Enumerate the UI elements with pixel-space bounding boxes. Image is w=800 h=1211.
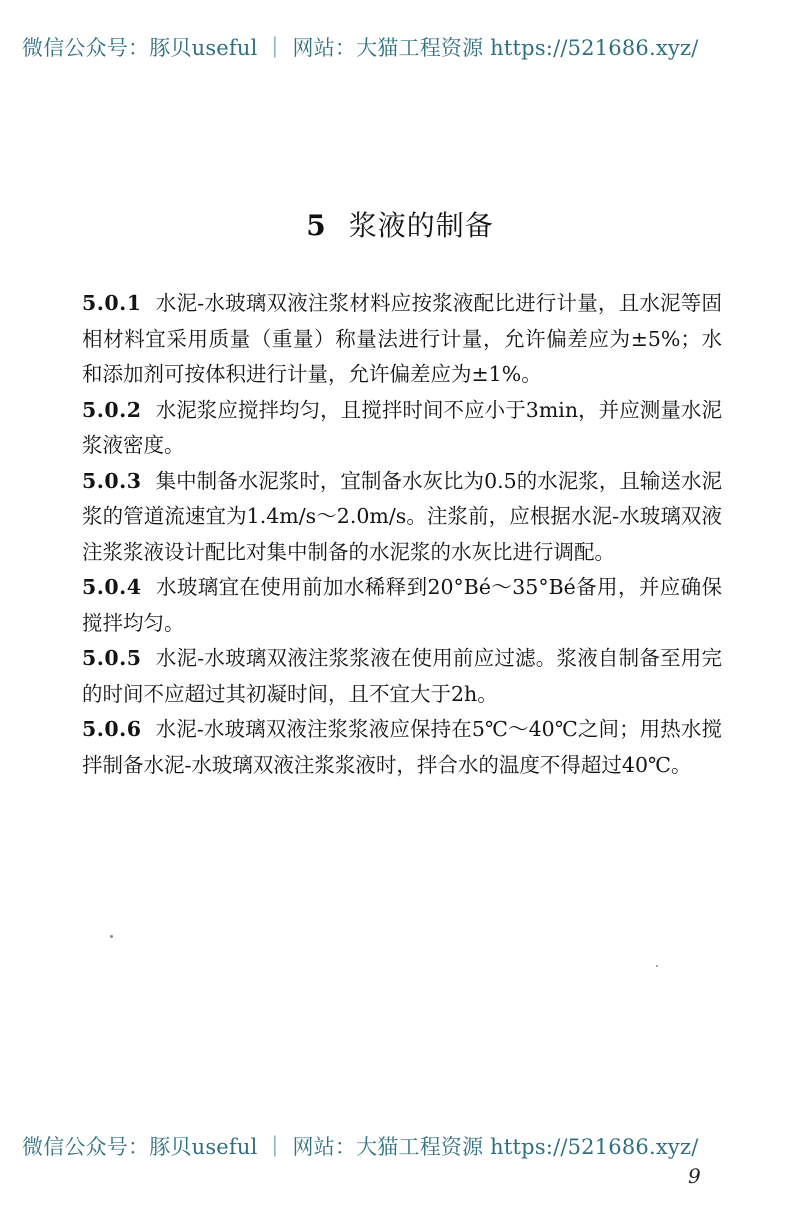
clause-number: 5.0.6 [82,717,142,741]
clause-5-0-6 [82,712,722,783]
watermark-bottom: 微信公众号：豚贝useful ｜ 网站：大猫工程资源 https://521686.xyz/ [22,1135,699,1159]
clause-number: 5.0.1 [82,291,142,315]
clause-text: 水玻璃宜在使用前加水稀释到20°Bé～35°Bé备用，并应确保搅拌均匀。 [82,575,722,635]
clause-5-0-5 [82,641,722,712]
clause-number: 5.0.4 [82,575,142,599]
clause-5-0-2 [82,393,722,464]
clause-number: 5.0.2 [82,397,142,422]
chapter-number: 5 [306,209,327,242]
page-number: 9 [688,1164,701,1188]
clause-text: 水泥-水玻璃双液注浆材料应按浆液配比进行计量，且水泥等固相材料宜采用质量（重量）称量法进行计量，允许偏差应为±5%；水和添加剂可按体积进行计量，允许偏差应为±1%。 [82,291,722,386]
clause-5-0-4 [82,570,722,641]
watermark-top: 微信公众号：豚贝useful ｜ 网站：大猫工程资源 https://521686.xyz/ [22,36,699,60]
clause-text: 集中制备水泥浆时，宜制备水灰比为0.5的水泥浆，且输送水泥浆的管道流速宜为1.4m/s～2.0m/s。注浆前，应根据水泥-水玻璃双液注浆浆液设计配比对集中制备的水泥浆的水灰比进行调配。 [82,468,722,564]
clause-text: 水泥-水玻璃双液注浆浆液在使用前应过滤。浆液自制备至用完的时间不应超过其初凝时间，且不宜大于2h。 [82,646,722,706]
chapter-title [0,204,800,244]
scan-speck [110,935,113,938]
clause-number: 5.0.3 [82,468,142,493]
clause-list [82,286,722,783]
clause-text: 水泥浆应搅拌均匀，且搅拌时间不应小于3min，并应测量水泥浆液密度。 [82,397,722,457]
clause-number: 5.0.5 [82,646,142,670]
clause-5-0-1 [82,286,722,393]
chapter-title-text: 浆液的制备 [348,209,494,242]
clause-5-0-3 [82,464,722,571]
clause-text: 水泥-水玻璃双液注浆浆液应保持在5℃～40℃之间；用热水搅拌制备水泥-水玻璃双液注浆浆液时，拌合水的温度不得超过40℃。 [82,717,722,777]
scan-speck [656,965,658,967]
